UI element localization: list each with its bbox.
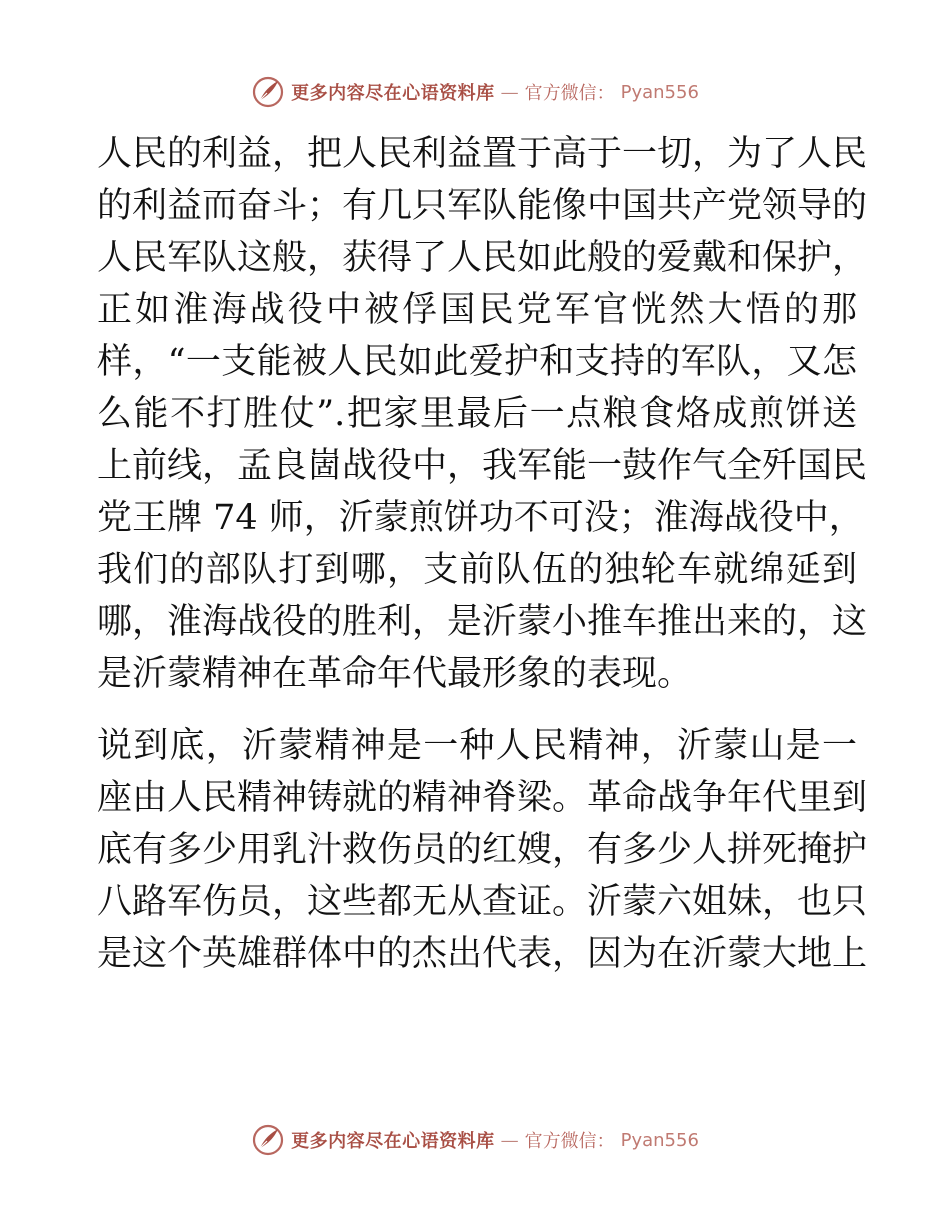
- text-line: 党王牌 74 师，沂蒙煎饼功不可没；淮海战役中，: [97, 498, 864, 538]
- text-line: 是沂蒙精神在革命年代最形象的表现。: [97, 654, 693, 694]
- watermark-contact-label: 官方微信：: [524, 1131, 615, 1152]
- text-line: 的利益而奋斗；有几只军队能像中国共产党领导的: [97, 186, 868, 226]
- paragraph-1: [97, 128, 868, 700]
- quill-circle-logo-icon: [251, 75, 285, 109]
- footer-watermark: [0, 1120, 950, 1160]
- text-line: 说到底，沂蒙精神是一种人民精神，沂蒙山是一: [97, 726, 857, 766]
- text-line: 是这个英雄群体中的杰出代表，因为在沂蒙大地上: [97, 934, 868, 974]
- watermark-separator: —: [500, 81, 519, 103]
- text-line: 八路军伤员，这些都无从查证。沂蒙六姐妹，也只: [97, 882, 868, 922]
- text-line: 我们的部队打到哪，支前队伍的独轮车就绵延到: [97, 550, 857, 590]
- text-line: 正如淮海战役中被俘国民党军官恍然大悟的那: [97, 290, 857, 330]
- text-line: 上前线，孟良崮战役中，我军能一鼓作气全歼国民: [97, 446, 868, 486]
- article-body: [97, 128, 868, 980]
- watermark-contact-label: 官方微信：: [524, 83, 615, 104]
- watermark-contact-id: Pyan556: [620, 1129, 699, 1151]
- text-line: 么能不打胜仗”.把家里最后一点粮食烙成煎饼送: [97, 394, 857, 434]
- text-line: 人民的利益，把人民利益置于高于一切，为了人民: [97, 134, 868, 174]
- paragraph-gap: [97, 700, 857, 720]
- watermark-brand: 更多内容尽在心语资料库: [291, 1131, 495, 1152]
- text-line: 样，“一支能被人民如此爱护和支持的军队，又怎: [97, 342, 857, 382]
- text-line: 底有多少用乳汁救伤员的红嫂，有多少人拼死掩护: [97, 830, 868, 870]
- text-line: 座由人民精神铸就的精神脊梁。革命战争年代里到: [97, 778, 868, 818]
- watermark-separator: —: [500, 1129, 519, 1151]
- watermark-brand: 更多内容尽在心语资料库: [291, 83, 495, 104]
- text-line: 哪，淮海战役的胜利，是沂蒙小推车推出来的，这: [97, 602, 868, 642]
- paragraph-2: [97, 720, 868, 980]
- text-line: 人民军队这般，获得了人民如此般的爱戴和保护，: [97, 238, 868, 278]
- header-watermark: [0, 72, 950, 112]
- quill-circle-logo-icon: [251, 1123, 285, 1157]
- watermark-contact-id: Pyan556: [620, 81, 699, 103]
